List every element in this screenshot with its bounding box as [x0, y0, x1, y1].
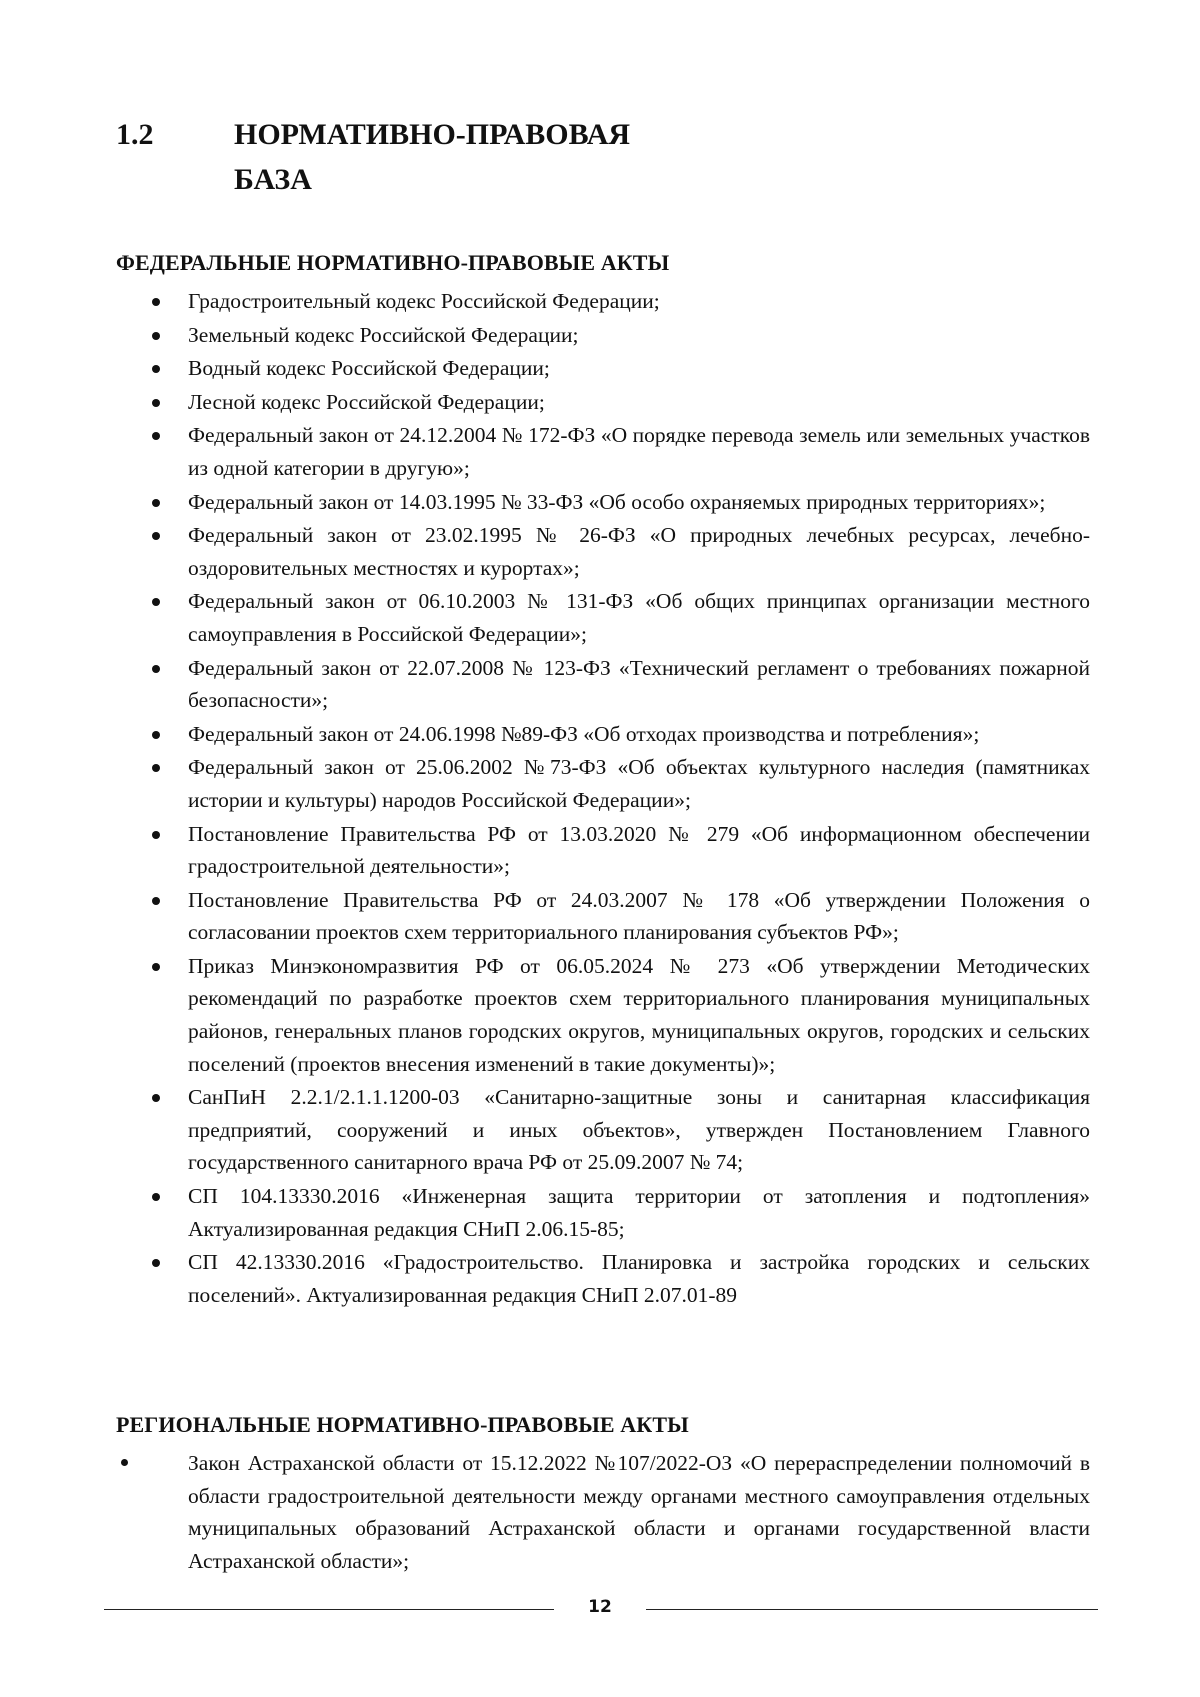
regional-acts-heading: РЕГИОНАЛЬНЫЕ НОРМАТИВНО-ПРАВОВЫЕ АКТЫ: [116, 1412, 689, 1437]
bullet-icon: [152, 298, 160, 306]
bullet-icon: [152, 731, 160, 739]
section-title-line1: НОРМАТИВНО-ПРАВОВАЯ: [234, 118, 631, 151]
list-item-text: Постановление Правительства РФ от 13.03.2020 № 279 «Об информационном обеспечении градостроительной деятельности»;: [188, 821, 1090, 879]
list-item-text: Федеральный закон от 06.10.2003 № 131-ФЗ «Об общих принципах организации местного самоуправления в Российской Федерации»;: [188, 589, 1090, 646]
list-item-text: Федеральный закон от 24.12.2004 № 172-ФЗ «О порядке перевода земель или земельных участков из одной категории в другую»;: [188, 423, 1090, 480]
list-item: [0, 585, 1200, 650]
footer-rule-right: [646, 1609, 1098, 1610]
list-item-text: Федеральный закон от 14.03.1995 № 33-ФЗ «Об особо охраняемых природных территориях»;: [188, 489, 1046, 514]
list-item: [0, 718, 1200, 751]
bullet-icon: [152, 665, 160, 673]
list-item: [0, 352, 1200, 385]
bullet-icon: [121, 1459, 128, 1466]
bullet-icon: [152, 1193, 160, 1201]
list-item-text: Федеральный закон от 24.06.1998 №89-ФЗ «Об отходах производства и потребления»;: [188, 721, 980, 746]
federal-acts-heading: ФЕДЕРАЛЬНЫЕ НОРМАТИВНО-ПРАВОВЫЕ АКТЫ: [116, 250, 670, 275]
list-item-text: Градостроительный кодекс Российской Федерации;: [188, 289, 660, 313]
section-title: [234, 112, 754, 202]
list-item: [0, 1081, 1200, 1179]
bullet-icon: [152, 598, 160, 606]
bullet-icon: [152, 365, 160, 373]
bullet-icon: [152, 399, 160, 407]
list-item: [0, 950, 1200, 1080]
list-item: [0, 751, 1200, 816]
list-item: [0, 818, 1200, 883]
bullet-icon: [152, 499, 160, 507]
bullet-icon: [152, 1094, 160, 1102]
list-item: [0, 652, 1200, 717]
list-item-text: Лесной кодекс Российской Федерации;: [188, 389, 545, 414]
list-item-text: Закон Астраханской области от 15.12.2022 №107/2022-ОЗ «О перераспределении полномочий в области градостроительной деятельности между органами местного самоуправления отдельных муниципальных образований Астраханской области и органами государственной власти Астраханской области»;: [188, 1451, 1090, 1573]
list-item: [0, 884, 1200, 949]
list-item-text: Земельный кодекс Российской Федерации;: [188, 322, 579, 347]
section-number: 1.2: [116, 118, 154, 151]
list-item: [0, 285, 1200, 318]
footer-rule-left: [104, 1609, 554, 1610]
page-footer: [0, 1595, 1200, 1625]
list-item: [0, 1180, 1200, 1245]
list-item: [0, 319, 1200, 352]
bullet-icon: [152, 831, 160, 839]
list-item: [0, 519, 1200, 584]
bullet-icon: [152, 897, 160, 905]
list-item: [0, 386, 1200, 419]
bullet-icon: [152, 963, 160, 971]
page-number: 12: [588, 1597, 612, 1617]
bullet-icon: [152, 532, 160, 540]
regional-acts-list: [0, 1447, 1200, 1578]
list-item: [0, 1447, 1200, 1577]
federal-acts-list: [0, 285, 1200, 1312]
list-item: [0, 1246, 1200, 1311]
list-item: [0, 419, 1200, 484]
bullet-icon: [152, 432, 160, 440]
list-item-text: Федеральный закон от 22.07.2008 № 123-ФЗ «Технический регламент о требованиях пожарной безопасности»;: [188, 655, 1090, 713]
list-item-text: Постановление Правительства РФ от 24.03.2007 № 178 «Об утверждении Положения о согласовании проектов схем территориального планирования субъектов РФ»;: [188, 887, 1090, 945]
list-item-text: Федеральный закон от 23.02.1995 № 26-ФЗ «О природных лечебных ресурсах, лечебно-оздоровительных местностях и курортах»;: [188, 523, 1090, 580]
list-item-text: СП 42.13330.2016 «Градостроительство. Планировка и застройка городских и сельских поселений». Актуализированная редакция СНиП 2.07.01-89: [188, 1250, 1090, 1307]
list-item-text: СП 104.13330.2016 «Инженерная защита территории от затопления и подтопления» Актуализированная редакция СНиП 2.06.15-85;: [188, 1184, 1090, 1241]
bullet-icon: [152, 764, 160, 772]
list-item-text: Федеральный закон от 25.06.2002 №73-ФЗ «Об объектах культурного наследия (памятниках истории и культуры) народов Российской Федерации»;: [188, 755, 1090, 812]
list-item-text: Водный кодекс Российской Федерации;: [188, 356, 550, 381]
list-item: [0, 486, 1200, 519]
section-title-line2: БАЗА: [234, 163, 312, 196]
list-item-text: СанПиН 2.2.1/2.1.1.1200-03 «Санитарно-защитные зоны и санитарная классификация предприятий, сооружений и иных объектов», утвержден Постановлением Главного государственного санитарного врача РФ от 25.09.2007 № 74;: [188, 1085, 1090, 1175]
bullet-icon: [152, 1259, 160, 1267]
bullet-icon: [152, 332, 160, 340]
list-item-text: Приказ Минэкономразвития РФ от 06.05.2024 № 273 «Об утверждении Методических рекомендаций по разработке проектов схем территориального планирования муниципальных районов, генеральных планов городских округов, муниципальных округов, городских и сельских поселений (проектов внесения изменений в такие документы)»;: [188, 953, 1090, 1076]
section-heading: [116, 112, 754, 202]
